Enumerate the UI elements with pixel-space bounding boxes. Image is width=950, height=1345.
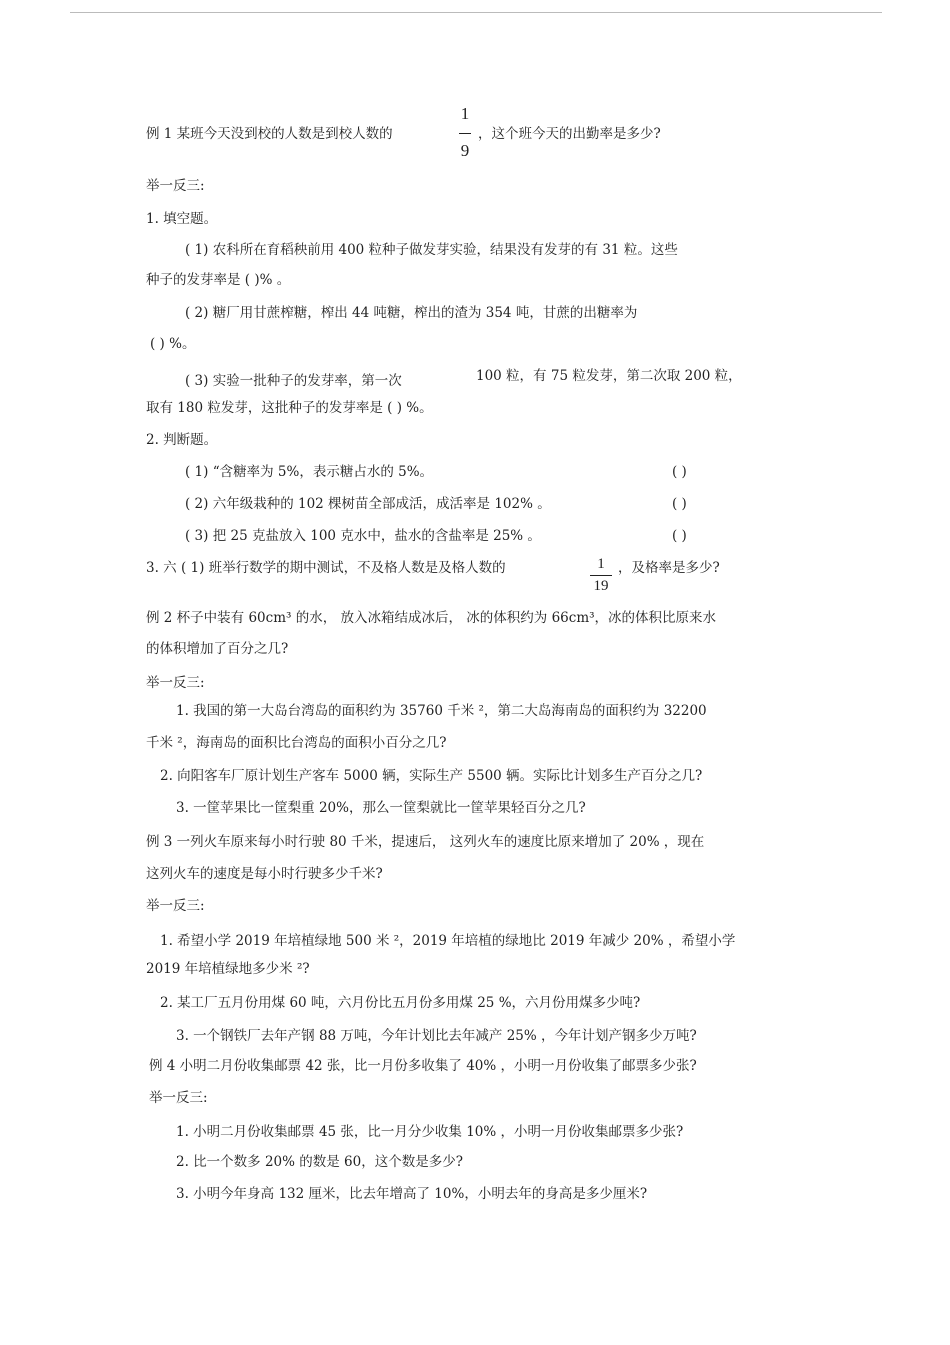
fill-blank-heading: 1. 填空题。 [146, 211, 218, 227]
practice-2-item-3: 3. 一筐苹果比一筐梨重 20%，那么一筐梨就比一筐苹果轻百分之几? [176, 800, 586, 816]
practice-2-item-1-line-1: 1. 我国的第一大岛台湾岛的面积约为 35760 千米 ²，第二大岛海南岛的面积约为 32200 [176, 703, 707, 719]
practice-heading-2: 举一反三: [146, 675, 205, 691]
fill-item-3-line-1-cont: 100 粒，有 75 粒发芽，第二次取 200 粒， [476, 368, 742, 384]
fill-item-1-line-1: ( 1) 农科所在育稻秧前用 400 粒种子做发芽实验，结果没有发芽的有 31 粒。这些 [185, 242, 678, 258]
judge-item-3-answer: ( ) [672, 528, 687, 544]
practice-4-item-1: 1. 小明二月份收集邮票 45 张，比一月分少收集 10% ，小明一月份收集邮票多少张? [176, 1124, 684, 1140]
practice-2-item-2: 2. 向阳客车厂原计划生产客车 5000 辆，实际生产 5500 辆。实际比计划多生产百分之几? [160, 768, 703, 784]
fill-item-3-line-2: 取有 180 粒发芽，这批种子的发芽率是 ( ) %。 [146, 400, 433, 416]
fraction-bar [459, 133, 471, 134]
practice-3-item-3: 3. 一个钢铁厂去年产钢 88 万吨，今年计划比去年减产 25% ，今年计划产钢多少万吨? [176, 1028, 697, 1044]
fraction-numerator: 1 [597, 556, 605, 572]
fraction-1-9 [452, 104, 478, 162]
judge-item-2-answer: ( ) [672, 496, 687, 512]
example-2-line-1: 例 2 杯子中装有 60cm³ 的水， 放入冰箱结成冰后， 冰的体积约为 66cm³，冰的体积比原来水 [146, 610, 717, 626]
practice-4-item-2: 2. 比一个数多 20% 的数是 60，这个数是多少? [176, 1154, 463, 1170]
question-3-text: 3. 六 ( 1) 班举行数学的期中测试，不及格人数是及格人数的 [146, 560, 506, 576]
example-3-line-1: 例 3 一列火车原来每小时行驶 80 千米，提速后， 这列火车的速度比原来增加了 20% ，现在 [146, 834, 705, 850]
fill-item-3-line-1: ( 3) 实验一批种子的发芽率，第一次 [185, 373, 402, 389]
practice-4-item-3: 3. 小明今年身高 132 厘米，比去年增高了 10%，小明去年的身高是多少厘米? [176, 1186, 648, 1202]
judge-item-1: ( 1) “含糖率为 5%，表示糖占水的 5%。 [185, 464, 434, 480]
judge-item-2: ( 2) 六年级栽种的 102 棵树苗全部成活，成活率是 102% 。 [185, 496, 551, 512]
fraction-bar [590, 575, 612, 576]
fraction-numerator: 1 [460, 104, 470, 123]
fill-item-2-line-2: ( ) %。 [150, 336, 196, 352]
question-3-question: ，及格率是多少? [618, 560, 720, 576]
top-rule [70, 12, 882, 13]
practice-heading-3: 举一反三: [146, 898, 205, 914]
fraction-1-19 [586, 556, 616, 598]
fill-item-1-line-2: 种子的发芽率是 ( )% 。 [146, 272, 291, 288]
practice-2-item-1-line-2: 千米 ²，海南岛的面积比台湾岛的面积小百分之几? [146, 735, 447, 751]
judge-item-3: ( 3) 把 25 克盐放入 100 克水中，盐水的含盐率是 25% 。 [185, 528, 541, 544]
practice-3-item-2: 2. 某工厂五月份用煤 60 吨，六月份比五月份多用煤 25 %，六月份用煤多少吨? [160, 995, 641, 1011]
fraction-denominator: 19 [593, 578, 609, 594]
example-2-line-2: 的体积增加了百分之几? [146, 641, 289, 657]
example-3-line-2: 这列火车的速度是每小时行驶多少千米? [146, 866, 383, 882]
example-1-question: ，这个班今天的出勤率是多少? [478, 126, 661, 142]
judge-item-1-answer: ( ) [672, 464, 687, 480]
example-4-text: 例 4 小明二月份收集邮票 42 张，比一月份多收集了 40% ，小明一月份收集了邮票多少张? [149, 1058, 697, 1074]
practice-3-item-1-line-1: 1. 希望小学 2019 年培植绿地 500 米 ²，2019 年培植的绿地比 2019 年减少 20% ，希望小学 [160, 933, 736, 949]
example-1-text: 例 1 某班今天没到校的人数是到校人数的 [146, 126, 393, 142]
practice-heading-1: 举一反三: [146, 178, 205, 194]
judge-heading: 2. 判断题。 [146, 432, 218, 448]
practice-heading-4: 举一反三: [149, 1090, 208, 1106]
fraction-denominator: 9 [460, 141, 470, 160]
practice-3-item-1-line-2: 2019 年培植绿地多少米 ²? [146, 961, 310, 977]
fill-item-2-line-1: ( 2) 糖厂用甘蔗榨糖，榨出 44 吨糖，榨出的渣为 354 吨，甘蔗的出糖率为 [185, 305, 638, 321]
